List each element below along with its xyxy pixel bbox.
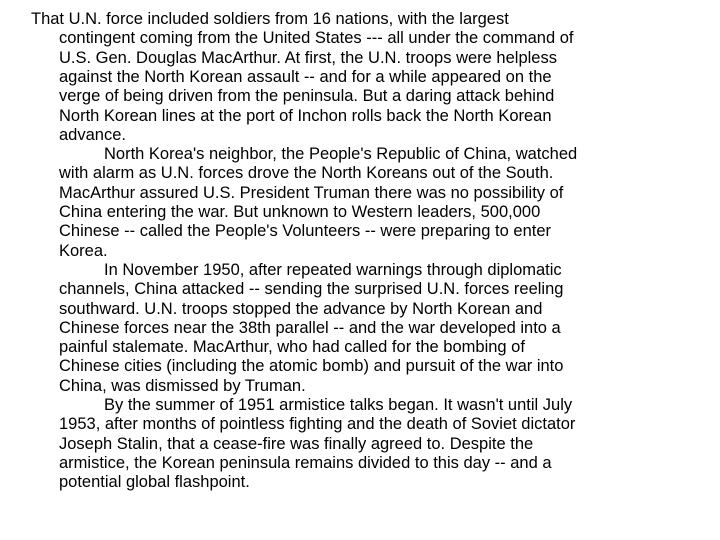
paragraph-start-line: In November 1950, after repeated warnings through diplomatic <box>104 260 562 279</box>
text-line: painful stalemate. MacArthur, who had called for the bombing of <box>59 338 525 357</box>
text-line: North Korean lines at the port of Inchon rolls back the North Korean <box>59 106 552 125</box>
text-line: potential global flashpoint. <box>59 473 250 492</box>
text-line: advance. <box>59 125 126 144</box>
text-line: U.S. Gen. Douglas MacArthur. At first, the U.N. troops were helpless <box>59 48 557 67</box>
document-body <box>0 10 720 530</box>
text-line: Korea. <box>59 241 108 260</box>
paragraph-start-line: By the summer of 1951 armistice talks began. It wasn't until July <box>104 396 573 414</box>
text-line: verge of being driven from the peninsula. But a daring attack behind <box>59 87 555 106</box>
text-line: MacArthur assured U.S. President Truman there was no possibility of <box>59 183 564 202</box>
text-line: China entering the war. But unknown to Western leaders, 500,000 <box>59 203 541 221</box>
text-line: Chinese cities (including the atomic bomb) and pursuit of the war into <box>59 357 564 376</box>
text-line: Chinese forces near the 38th parallel -- and the war developed into a <box>59 318 561 337</box>
text-line: China, was dismissed by Truman. <box>59 376 306 395</box>
text-line: Joseph Stalin, that a cease-fire was finally agreed to. Despite the <box>59 434 534 453</box>
text-line: with alarm as U.N. forces drove the North Koreans out of the South. <box>59 164 554 183</box>
text-line: contingent coming from the United States --- all under the command of <box>59 29 574 48</box>
text-line: 1953, after months of pointless fighting and the death of Soviet dictator <box>59 415 576 434</box>
paragraph-start-line: North Korea's neighbor, the People's Republic of China, watched <box>104 145 578 164</box>
text-line: Chinese -- called the People's Volunteers -- were preparing to enter <box>59 222 552 241</box>
text-line: That U.N. force included soldiers from 16 nations, with the largest <box>31 10 509 28</box>
text-line: southward. U.N. troops stopped the advance by North Korean and <box>59 299 543 318</box>
text-line: against the North Korean assault -- and for a while appeared on the <box>59 67 552 86</box>
text-line: channels, China attacked -- sending the surprised U.N. forces reeling <box>59 280 564 299</box>
text-line: armistice, the Korean peninsula remains divided to this day -- and a <box>59 453 552 472</box>
